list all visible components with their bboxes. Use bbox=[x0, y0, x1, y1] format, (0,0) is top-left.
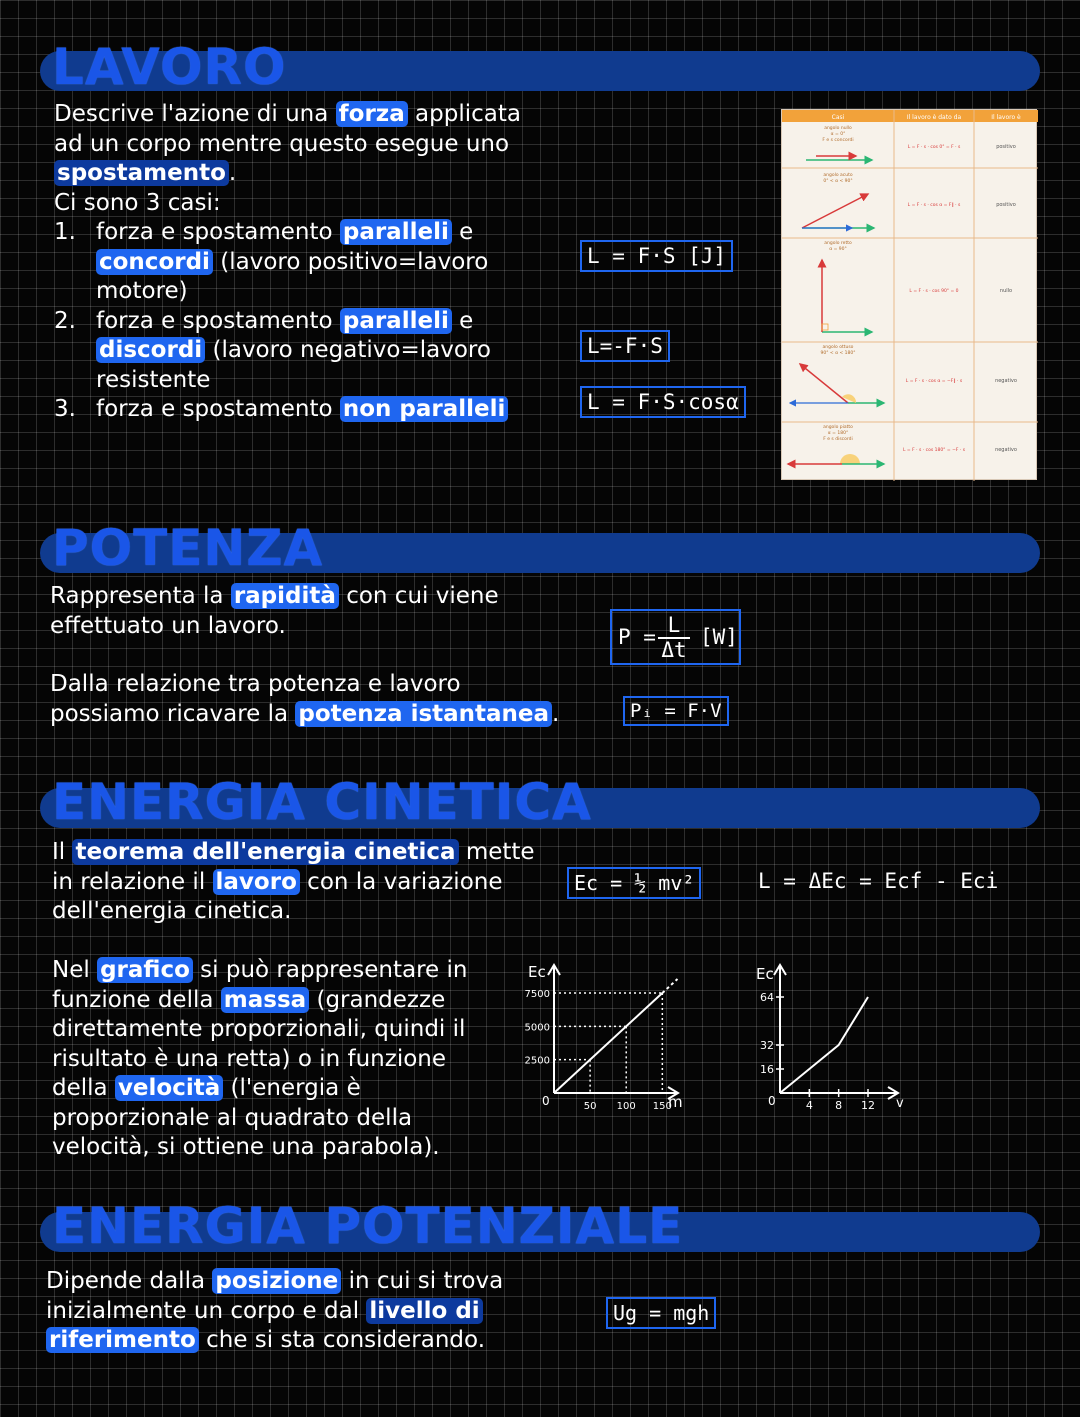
table-row bbox=[802, 172, 1016, 228]
potenziale-text: Dipende dalla posizione in cui si trova inizialmente un corpo e dal livello di riferimento che si sta considerando. bbox=[46, 1268, 504, 1353]
graph1-ytick-2500: 2500 bbox=[524, 1055, 550, 1067]
graph-ec-vs-velocity bbox=[750, 955, 920, 1125]
graph1-xlabel: m bbox=[668, 1093, 683, 1111]
svg-text:L = F · s · cos α = −F∥ · s: L = F · s · cos α = −F∥ · s bbox=[905, 379, 963, 384]
force-vector-arrow bbox=[802, 194, 868, 228]
svg-text:L = F · s · cos 180° = −F · s: L = F · s · cos 180° = −F · s bbox=[902, 448, 966, 453]
formula-work-cos: L = F·S·cosα bbox=[580, 386, 746, 418]
graph1-ytick-5000: 5000 bbox=[524, 1022, 550, 1034]
potenza-text-1: Rappresenta la rapidità con cui viene effettuato un lavoro. bbox=[50, 583, 499, 639]
svg-text:F e s concordi: F e s concordi bbox=[822, 138, 854, 143]
svg-text:α = 0°: α = 0° bbox=[830, 132, 846, 137]
heading-energia-potenziale: ENERGIA POTENZIALE bbox=[52, 1197, 684, 1255]
graph-ec-vs-mass bbox=[510, 955, 710, 1125]
graph2-ytick-64: 64 bbox=[760, 991, 774, 1004]
formula-work: L = F·S [J] bbox=[580, 240, 733, 272]
formula-work-energy-theorem: L = ΔEc = Ecf - Eci bbox=[758, 869, 999, 893]
svg-text:negativo: negativo bbox=[995, 378, 1017, 384]
graph2-ytick-32: 32 bbox=[760, 1039, 774, 1052]
graph2-xtick-4: 4 bbox=[805, 1099, 813, 1112]
case-item-2: 2. forza e spostamento paralleli e bbox=[54, 307, 474, 334]
potenza-text-2: Dalla relazione tra potenza e lavoro possiamo ricavare la potenza istantanea . bbox=[50, 671, 560, 727]
svg-text:0° < α < 90°: 0° < α < 90° bbox=[823, 179, 853, 184]
table-row bbox=[822, 240, 1012, 332]
formula-power: P = L Δt [W] bbox=[610, 609, 741, 665]
graph2-xtick-12: 12 bbox=[861, 1099, 875, 1112]
svg-text:L = F · s · cos 0° = F · s: L = F · s · cos 0° = F · s bbox=[907, 145, 961, 150]
svg-text:L = F · s · cos α = F∥ · s: L = F · s · cos α = F∥ · s bbox=[907, 203, 961, 208]
svg-text:negativo: negativo bbox=[995, 447, 1017, 453]
svg-text:angolo nullo: angolo nullo bbox=[824, 126, 852, 131]
svg-text:angolo retto: angolo retto bbox=[824, 241, 852, 246]
lavoro-text: Descrive l'azione di una forza applicata ad un corpo mentre questo esegue uno spostamento . Ci sono 3 casi: 1. forza e spostamento paralleli e concordi (lavoro positivo=lavoro motore) 2. forza e spostamento paralleli e discordi (lavoro negativo=lavoro resistente 3. forza e spostamento non paralleli bbox=[54, 100, 521, 425]
graph2-ylabel: Ec bbox=[756, 965, 774, 983]
svg-text:α = 180°: α = 180° bbox=[827, 431, 849, 436]
svg-text:positivo: positivo bbox=[996, 144, 1016, 150]
svg-text:angolo acuto: angolo acuto bbox=[823, 173, 853, 178]
work-cases-table-svg bbox=[782, 110, 1038, 481]
heading-lavoro: LAVORO bbox=[52, 38, 287, 96]
svg-text:nullo: nullo bbox=[999, 288, 1013, 294]
table-header-cases: Casi bbox=[831, 114, 845, 121]
graph1-series-extension bbox=[662, 979, 677, 993]
formula-instant-power: Pᵢ = F·V bbox=[623, 696, 729, 726]
cinetica-text-2: Nel grafico si può rappresentare in funzione della massa (grandezze direttamente proporzionali, quindi il risultato è una retta) o in funzione della velocità (l'energia è proporzionale al quadrato della velocità, si ottiene una parabola). bbox=[52, 957, 468, 1160]
graph1-origin: 0 bbox=[542, 1094, 550, 1108]
work-cases-table bbox=[781, 109, 1037, 480]
heading-potenza: POTENZA bbox=[52, 519, 324, 577]
cinetica-text-1: Il teorema dell'energia cinetica mette in relazione il lavoro con la variazione dell'energia cinetica. bbox=[52, 839, 535, 924]
table-header-result: Il lavoro è bbox=[991, 114, 1021, 121]
graph2-series-curve bbox=[780, 997, 868, 1093]
graph1-ylabel: Ec bbox=[528, 963, 546, 981]
svg-text:α = 90°: α = 90° bbox=[829, 247, 847, 252]
formula-potential-energy: Ug = mgh bbox=[606, 1297, 716, 1329]
table-header-formula: Il lavoro è dato da bbox=[906, 114, 962, 121]
svg-text:angolo ottuso: angolo ottuso bbox=[822, 345, 854, 350]
graph2-origin: 0 bbox=[768, 1094, 776, 1108]
svg-text:F e s discordi: F e s discordi bbox=[823, 437, 853, 442]
case-item-3: 3. forza e spostamento non paralleli bbox=[54, 395, 521, 425]
heading-energia-cinetica: ENERGIA CINETICA bbox=[52, 773, 592, 831]
graph1-xtick-150: 150 bbox=[652, 1101, 672, 1112]
graph1-xtick-50: 50 bbox=[583, 1101, 597, 1112]
graph2-ytick-16: 16 bbox=[760, 1063, 774, 1076]
svg-text:L = F · s · cos 90° = 0: L = F · s · cos 90° = 0 bbox=[909, 289, 959, 294]
graph2-xtick-8: 8 bbox=[835, 1099, 843, 1112]
table-row bbox=[788, 424, 1017, 464]
table-row bbox=[806, 125, 1016, 160]
force-vector-arrow bbox=[800, 364, 848, 403]
table-row bbox=[790, 344, 1017, 403]
formula-kinetic-energy: Ec = ½ mv² bbox=[567, 867, 701, 899]
graph2-xlabel: v bbox=[896, 1096, 904, 1111]
graph1-series-line bbox=[554, 993, 662, 1093]
graph1-xtick-100: 100 bbox=[616, 1101, 636, 1112]
svg-text:90° < α < 180°: 90° < α < 180° bbox=[820, 351, 856, 356]
formula-work-negative: L=-F·S bbox=[580, 330, 670, 362]
graph1-ytick-7500: 7500 bbox=[524, 989, 550, 1000]
case-item-1: 1. forza e spostamento paralleli e bbox=[54, 219, 474, 245]
svg-text:positivo: positivo bbox=[996, 202, 1016, 208]
svg-text:angolo piatto: angolo piatto bbox=[823, 425, 853, 430]
